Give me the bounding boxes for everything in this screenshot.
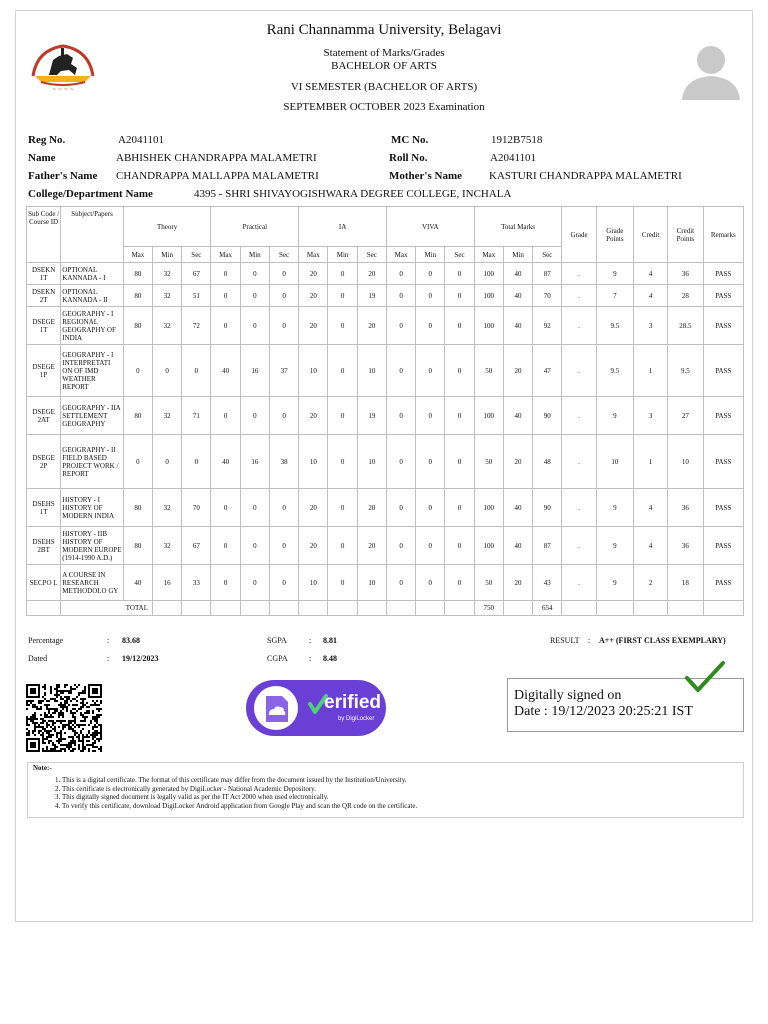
th-mark-cell: 67 — [182, 527, 211, 565]
notes-list — [40, 776, 417, 810]
credit-cell: 4 — [633, 285, 667, 307]
ia-mark-cell: 20 — [299, 397, 328, 435]
ia-mark-cell: 10 — [299, 565, 328, 601]
viva-mark-cell: 0 — [416, 527, 445, 565]
th-mark-cell: 80 — [123, 285, 152, 307]
cgpa-colon: : — [309, 654, 312, 663]
th-mark-cell: 32 — [153, 263, 182, 285]
pr-mark-cell: 0 — [269, 285, 298, 307]
grade-cell: . — [562, 435, 596, 489]
course-code-cell: DSEGE 1T — [27, 307, 61, 345]
pr-mark-cell: 0 — [240, 263, 269, 285]
th-mark-cell: 80 — [123, 307, 152, 345]
course-code-cell: DSEGE 1P — [27, 345, 61, 397]
tot-mark-cell: 87 — [533, 527, 562, 565]
table-row — [27, 565, 744, 601]
tot-mark-cell: 20 — [503, 345, 532, 397]
pr-mark-cell: 16 — [240, 345, 269, 397]
qr-code-icon — [26, 684, 102, 752]
ia-mark-cell: 10 — [299, 435, 328, 489]
header-remarks: Remarks — [703, 207, 743, 263]
father-name-value: CHANDRAPPA MALLAPPA MALAMETRI — [116, 170, 319, 182]
subject-cell: OPTIONAL KANNADA - I — [61, 263, 124, 285]
pr-mark-cell: 0 — [240, 565, 269, 601]
ia-mark-cell: 10 — [299, 345, 328, 397]
tot-mark-cell: 40 — [503, 307, 532, 345]
table-row — [27, 397, 744, 435]
verified-subtext: by DigiLocker — [338, 716, 375, 722]
pr-mark-cell: 0 — [211, 397, 240, 435]
th-mark-cell: 72 — [182, 307, 211, 345]
college-value: 4395 - SHRI SHIVAYOGISHWARA DEGREE COLLEGE, INCHALA — [194, 188, 512, 200]
ia-mark-cell: 0 — [328, 565, 357, 601]
viva-mark-cell: 0 — [386, 527, 415, 565]
pr-mark-cell: 38 — [269, 435, 298, 489]
tot-mark-cell: 40 — [503, 263, 532, 285]
tot-mark-cell: 43 — [533, 565, 562, 601]
mother-name-value: KASTURI CHANDRAPPA MALAMETRI — [489, 170, 682, 182]
sub-header-min: Min — [240, 247, 269, 263]
table-row — [27, 307, 744, 345]
course-code-cell: SECPO L — [27, 565, 61, 601]
ia-mark-cell: 0 — [328, 527, 357, 565]
exam-title: SEPTEMBER OCTOBER 2023 Examination — [283, 101, 485, 113]
table-row — [27, 527, 744, 565]
th-mark-cell: 33 — [182, 565, 211, 601]
grade-cell: . — [562, 345, 596, 397]
subject-cell: OPTIONAL KANNADA - II — [61, 285, 124, 307]
credit-points-cell: 9.5 — [668, 345, 703, 397]
total-row — [27, 601, 744, 616]
sub-header-max: Max — [474, 247, 503, 263]
grade-cell: . — [562, 565, 596, 601]
grade-cell: . — [562, 307, 596, 345]
percentage-label: Percentage — [28, 636, 64, 645]
total-max: 750 — [474, 601, 503, 616]
subject-cell: GEOGRAPHY - I INTERPRETATI ON OF IMD WEATHER REPORT — [61, 345, 124, 397]
header-practical: Practical — [211, 207, 299, 247]
result-label: RESULT — [550, 636, 580, 645]
university-name: Rani Channamma University, Belagavi — [266, 22, 502, 38]
statement-title: Statement of Marks/Grades — [323, 47, 445, 59]
ia-mark-cell: 20 — [357, 263, 386, 285]
grade-points-cell: 10 — [596, 435, 633, 489]
grade-points-cell: 9.5 — [596, 307, 633, 345]
ia-mark-cell: 0 — [328, 489, 357, 527]
viva-mark-cell: 0 — [386, 565, 415, 601]
roll-no-label: Roll No. — [389, 152, 428, 164]
header-code: Sub Code / Course ID — [27, 207, 61, 263]
viva-mark-cell: 0 — [416, 565, 445, 601]
grade-points-cell: 9 — [596, 527, 633, 565]
degree-title: BACHELOR OF ARTS — [331, 60, 437, 72]
remarks-cell: PASS — [703, 263, 743, 285]
tot-mark-cell: 20 — [503, 565, 532, 601]
credit-points-cell: 36 — [668, 263, 703, 285]
reg-no-label: Reg No. — [28, 134, 66, 146]
table-row — [27, 489, 744, 527]
th-mark-cell: 0 — [182, 435, 211, 489]
ia-mark-cell: 0 — [328, 345, 357, 397]
th-mark-cell: 0 — [153, 435, 182, 489]
credit-cell: 1 — [633, 345, 667, 397]
signed-on-text: Digitally signed on — [514, 688, 622, 703]
th-mark-cell: 40 — [123, 565, 152, 601]
th-mark-cell: 80 — [123, 527, 152, 565]
pr-mark-cell: 0 — [211, 489, 240, 527]
ia-mark-cell: 20 — [299, 527, 328, 565]
viva-mark-cell: 0 — [386, 345, 415, 397]
viva-mark-cell: 0 — [445, 489, 474, 527]
grade-points-cell: 9.5 — [596, 345, 633, 397]
ia-mark-cell: 19 — [357, 285, 386, 307]
digilocker-verified-badge — [246, 680, 386, 736]
viva-mark-cell: 0 — [386, 489, 415, 527]
sub-header-max: Max — [211, 247, 240, 263]
header-theory: Theory — [123, 207, 211, 247]
credit-points-cell: 36 — [668, 489, 703, 527]
pr-mark-cell: 0 — [211, 285, 240, 307]
credit-cell: 4 — [633, 263, 667, 285]
pr-mark-cell: 0 — [240, 527, 269, 565]
remarks-cell: PASS — [703, 565, 743, 601]
pr-mark-cell: 40 — [211, 345, 240, 397]
dated-label: Dated — [28, 654, 48, 663]
tot-mark-cell: 40 — [503, 285, 532, 307]
grade-points-cell: 7 — [596, 285, 633, 307]
tot-mark-cell: 50 — [474, 565, 503, 601]
marks-table — [26, 206, 744, 616]
viva-mark-cell: 0 — [416, 307, 445, 345]
tot-mark-cell: 47 — [533, 345, 562, 397]
remarks-cell: PASS — [703, 435, 743, 489]
th-mark-cell: 80 — [123, 489, 152, 527]
dated-value: 19/12/2023 — [122, 654, 159, 663]
cgpa-value: 8.48 — [323, 654, 337, 663]
th-mark-cell: 0 — [123, 345, 152, 397]
percentage-value: 83.68 — [122, 636, 140, 645]
tot-mark-cell: 92 — [533, 307, 562, 345]
remarks-cell: PASS — [703, 527, 743, 565]
checkmark-icon — [684, 660, 726, 694]
father-name-label: Father's Name — [28, 170, 98, 182]
pr-mark-cell: 0 — [269, 397, 298, 435]
tot-mark-cell: 50 — [474, 345, 503, 397]
header-viva: VIVA — [386, 207, 474, 247]
th-mark-cell: 32 — [153, 527, 182, 565]
result-value: A++ (FIRST CLASS EXEMPLARY) — [599, 636, 726, 645]
table-row — [27, 435, 744, 489]
viva-mark-cell: 0 — [386, 263, 415, 285]
marks-table-body — [27, 263, 744, 601]
tot-mark-cell: 100 — [474, 397, 503, 435]
th-mark-cell: 70 — [182, 489, 211, 527]
tot-mark-cell: 40 — [503, 527, 532, 565]
mc-no-label: MC No. — [391, 134, 429, 146]
credit-points-cell: 28.5 — [668, 307, 703, 345]
grade-cell: . — [562, 489, 596, 527]
pr-mark-cell: 0 — [269, 263, 298, 285]
tot-mark-cell: 100 — [474, 263, 503, 285]
viva-mark-cell: 0 — [416, 263, 445, 285]
tot-mark-cell: 87 — [533, 263, 562, 285]
th-mark-cell: 32 — [153, 307, 182, 345]
viva-mark-cell: 0 — [386, 307, 415, 345]
header-credit: Credit — [633, 207, 667, 263]
ia-mark-cell: 20 — [357, 527, 386, 565]
mc-no-value: 1912B7518 — [491, 134, 543, 146]
course-code-cell: DSEKN 1T — [27, 263, 61, 285]
note-item: 2. This certificate is electronically generated by DigiLocker - National Academic Depository. — [62, 785, 417, 794]
th-mark-cell: 32 — [153, 489, 182, 527]
credit-points-cell: 18 — [668, 565, 703, 601]
header-grade: Grade — [562, 207, 596, 263]
th-mark-cell: 80 — [123, 263, 152, 285]
sub-header-max: Max — [123, 247, 152, 263]
percentage-colon: : — [107, 636, 110, 645]
header-subject: Subject/Papers — [61, 207, 124, 263]
th-mark-cell: 32 — [153, 285, 182, 307]
ia-mark-cell: 20 — [299, 263, 328, 285]
ia-mark-cell: 0 — [328, 397, 357, 435]
viva-mark-cell: 0 — [416, 397, 445, 435]
subject-cell: GEOGRAPHY - II FIELD BASED PROJECT WORK / REPORT — [61, 435, 124, 489]
signed-date-text: Date : 19/12/2023 20:25:21 IST — [514, 704, 693, 719]
tot-mark-cell: 40 — [503, 397, 532, 435]
sub-header-min: Min — [153, 247, 182, 263]
ia-mark-cell: 10 — [357, 345, 386, 397]
tot-mark-cell: 90 — [533, 397, 562, 435]
th-mark-cell: 71 — [182, 397, 211, 435]
header-grade-points: Grade Points — [596, 207, 633, 263]
remarks-cell: PASS — [703, 489, 743, 527]
sub-header-sec: Sec — [533, 247, 562, 263]
th-mark-cell: 0 — [182, 345, 211, 397]
cgpa-label: CGPA — [267, 654, 288, 663]
ia-mark-cell: 20 — [299, 489, 328, 527]
viva-mark-cell: 0 — [445, 397, 474, 435]
tot-mark-cell: 48 — [533, 435, 562, 489]
remarks-cell: PASS — [703, 307, 743, 345]
viva-mark-cell: 0 — [445, 565, 474, 601]
verified-text: erified — [324, 692, 382, 713]
header-total-marks: Total Marks — [474, 207, 562, 247]
viva-mark-cell: 0 — [445, 263, 474, 285]
pr-mark-cell: 16 — [240, 435, 269, 489]
credit-cell: 3 — [633, 397, 667, 435]
credit-cell: 3 — [633, 307, 667, 345]
sub-header-sec: Sec — [357, 247, 386, 263]
grade-points-cell: 9 — [596, 397, 633, 435]
grade-cell: . — [562, 397, 596, 435]
remarks-cell: PASS — [703, 397, 743, 435]
credit-cell: 4 — [633, 527, 667, 565]
note-item: 4. To verify this certificate, download DigiLocker Android application from Google Play and scan the QR code on the certificate. — [62, 802, 417, 811]
th-mark-cell: 0 — [153, 345, 182, 397]
th-mark-cell: 51 — [182, 285, 211, 307]
subject-cell: HISTORY - IIB HISTORY OF MODERN EUROPE (1914-1990 A.D.) — [61, 527, 124, 565]
viva-mark-cell: 0 — [445, 345, 474, 397]
sub-header-sec: Sec — [182, 247, 211, 263]
viva-mark-cell: 0 — [445, 527, 474, 565]
pr-mark-cell: 37 — [269, 345, 298, 397]
sgpa-label: SGPA — [267, 636, 287, 645]
mother-name-label: Mother's Name — [389, 170, 463, 182]
tot-mark-cell: 50 — [474, 435, 503, 489]
total-secured: 654 — [533, 601, 562, 616]
tot-mark-cell: 40 — [503, 489, 532, 527]
tot-mark-cell: 100 — [474, 307, 503, 345]
subject-cell: A COURSE IN RESEARCH METHODOLO GY — [61, 565, 124, 601]
sub-header-max: Max — [386, 247, 415, 263]
sub-header-min: Min — [328, 247, 357, 263]
ia-mark-cell: 20 — [299, 307, 328, 345]
pr-mark-cell: 0 — [240, 397, 269, 435]
notes-box — [27, 762, 744, 818]
viva-mark-cell: 0 — [416, 435, 445, 489]
viva-mark-cell: 0 — [386, 285, 415, 307]
sgpa-colon: : — [309, 636, 312, 645]
tot-mark-cell: 100 — [474, 489, 503, 527]
reg-no-value: A2041101 — [118, 134, 165, 146]
sub-header-sec: Sec — [269, 247, 298, 263]
remarks-cell: PASS — [703, 345, 743, 397]
credit-points-cell: 10 — [668, 435, 703, 489]
pr-mark-cell: 0 — [240, 285, 269, 307]
pr-mark-cell: 0 — [269, 307, 298, 345]
dated-colon: : — [107, 654, 110, 663]
tot-mark-cell: 100 — [474, 285, 503, 307]
ia-mark-cell: 10 — [357, 565, 386, 601]
pr-mark-cell: 0 — [269, 565, 298, 601]
header-ia: IA — [299, 207, 387, 247]
course-code-cell: DSEKN 2T — [27, 285, 61, 307]
pr-mark-cell: 0 — [240, 307, 269, 345]
ia-mark-cell: 20 — [357, 489, 386, 527]
viva-mark-cell: 0 — [445, 435, 474, 489]
grade-cell: . — [562, 527, 596, 565]
viva-mark-cell: 0 — [445, 307, 474, 345]
table-row — [27, 345, 744, 397]
notes-title: Note:- — [33, 764, 52, 772]
pr-mark-cell: 0 — [211, 527, 240, 565]
credit-cell: 1 — [633, 435, 667, 489]
total-cell-empty — [27, 601, 61, 616]
grade-points-cell: 9 — [596, 565, 633, 601]
course-code-cell: DSEHS 2BT — [27, 527, 61, 565]
viva-mark-cell: 0 — [386, 435, 415, 489]
pr-mark-cell: 40 — [211, 435, 240, 489]
credit-points-cell: 27 — [668, 397, 703, 435]
semester-title: VI SEMESTER (BACHELOR OF ARTS) — [290, 81, 478, 93]
roll-no-value: A2041101 — [490, 152, 537, 164]
grade-cell: . — [562, 263, 596, 285]
subject-cell: GEOGRAPHY - I REGIONAL GEOGRAPHY OF INDIA — [61, 307, 124, 345]
tot-mark-cell: 70 — [533, 285, 562, 307]
pr-mark-cell: 0 — [211, 307, 240, 345]
subject-cell: GEOGRAPHY - IIA SETTLEMENT GEOGRAPHY — [61, 397, 124, 435]
table-row — [27, 285, 744, 307]
note-item: 1. This is a digital certificate. The format of this certificate may differ from the document issued by the Institution/University. — [62, 776, 417, 785]
th-mark-cell: 0 — [123, 435, 152, 489]
course-code-cell: DSEHS 1T — [27, 489, 61, 527]
viva-mark-cell: 0 — [445, 285, 474, 307]
ia-mark-cell: 20 — [357, 307, 386, 345]
sub-header-max: Max — [299, 247, 328, 263]
ia-mark-cell: 0 — [328, 307, 357, 345]
credit-points-cell: 36 — [668, 527, 703, 565]
th-mark-cell: 32 — [153, 397, 182, 435]
grade-points-cell: 9 — [596, 489, 633, 527]
tot-mark-cell: 20 — [503, 435, 532, 489]
sub-header-min: Min — [416, 247, 445, 263]
sub-header-sec: Sec — [445, 247, 474, 263]
credit-cell: 4 — [633, 489, 667, 527]
college-label: College/Department Name — [28, 188, 153, 200]
pr-mark-cell: 0 — [211, 565, 240, 601]
credit-cell: 2 — [633, 565, 667, 601]
pr-mark-cell: 0 — [211, 263, 240, 285]
th-mark-cell: 67 — [182, 263, 211, 285]
pr-mark-cell: 0 — [269, 489, 298, 527]
sgpa-value: 8.81 — [323, 636, 337, 645]
result-colon: : — [588, 636, 591, 645]
sub-header-min: Min — [503, 247, 532, 263]
ia-mark-cell: 0 — [328, 285, 357, 307]
name-label: Name — [28, 152, 56, 164]
tot-mark-cell: 90 — [533, 489, 562, 527]
total-label: TOTAL — [61, 601, 153, 616]
ia-mark-cell: 0 — [328, 435, 357, 489]
tot-mark-cell: 100 — [474, 527, 503, 565]
pr-mark-cell: 0 — [269, 527, 298, 565]
remarks-cell: PASS — [703, 285, 743, 307]
course-code-cell: DSEGE 2P — [27, 435, 61, 489]
table-row — [27, 263, 744, 285]
pr-mark-cell: 0 — [240, 489, 269, 527]
ia-mark-cell: 0 — [328, 263, 357, 285]
ia-mark-cell: 19 — [357, 397, 386, 435]
viva-mark-cell: 0 — [386, 397, 415, 435]
ia-mark-cell: 10 — [357, 435, 386, 489]
viva-mark-cell: 0 — [416, 285, 445, 307]
course-code-cell: DSEGE 2AT — [27, 397, 61, 435]
credit-points-cell: 28 — [668, 285, 703, 307]
ia-mark-cell: 20 — [299, 285, 328, 307]
viva-mark-cell: 0 — [416, 489, 445, 527]
svg-text:~ ~ ~ ~: ~ ~ ~ ~ — [52, 87, 74, 92]
subject-cell: HISTORY - I HISTORY OF MODERN INDIA — [61, 489, 124, 527]
note-item: 3. This digitally signed document is legally valid as per the IT Act 2000 when used electronically. — [62, 793, 417, 802]
grade-points-cell: 9 — [596, 263, 633, 285]
viva-mark-cell: 0 — [416, 345, 445, 397]
grade-cell: . — [562, 285, 596, 307]
name-value: ABHISHEK CHANDRAPPA MALAMETRI — [116, 152, 317, 164]
th-mark-cell: 16 — [153, 565, 182, 601]
header-credit-points: Credit Points — [668, 207, 703, 263]
th-mark-cell: 80 — [123, 397, 152, 435]
